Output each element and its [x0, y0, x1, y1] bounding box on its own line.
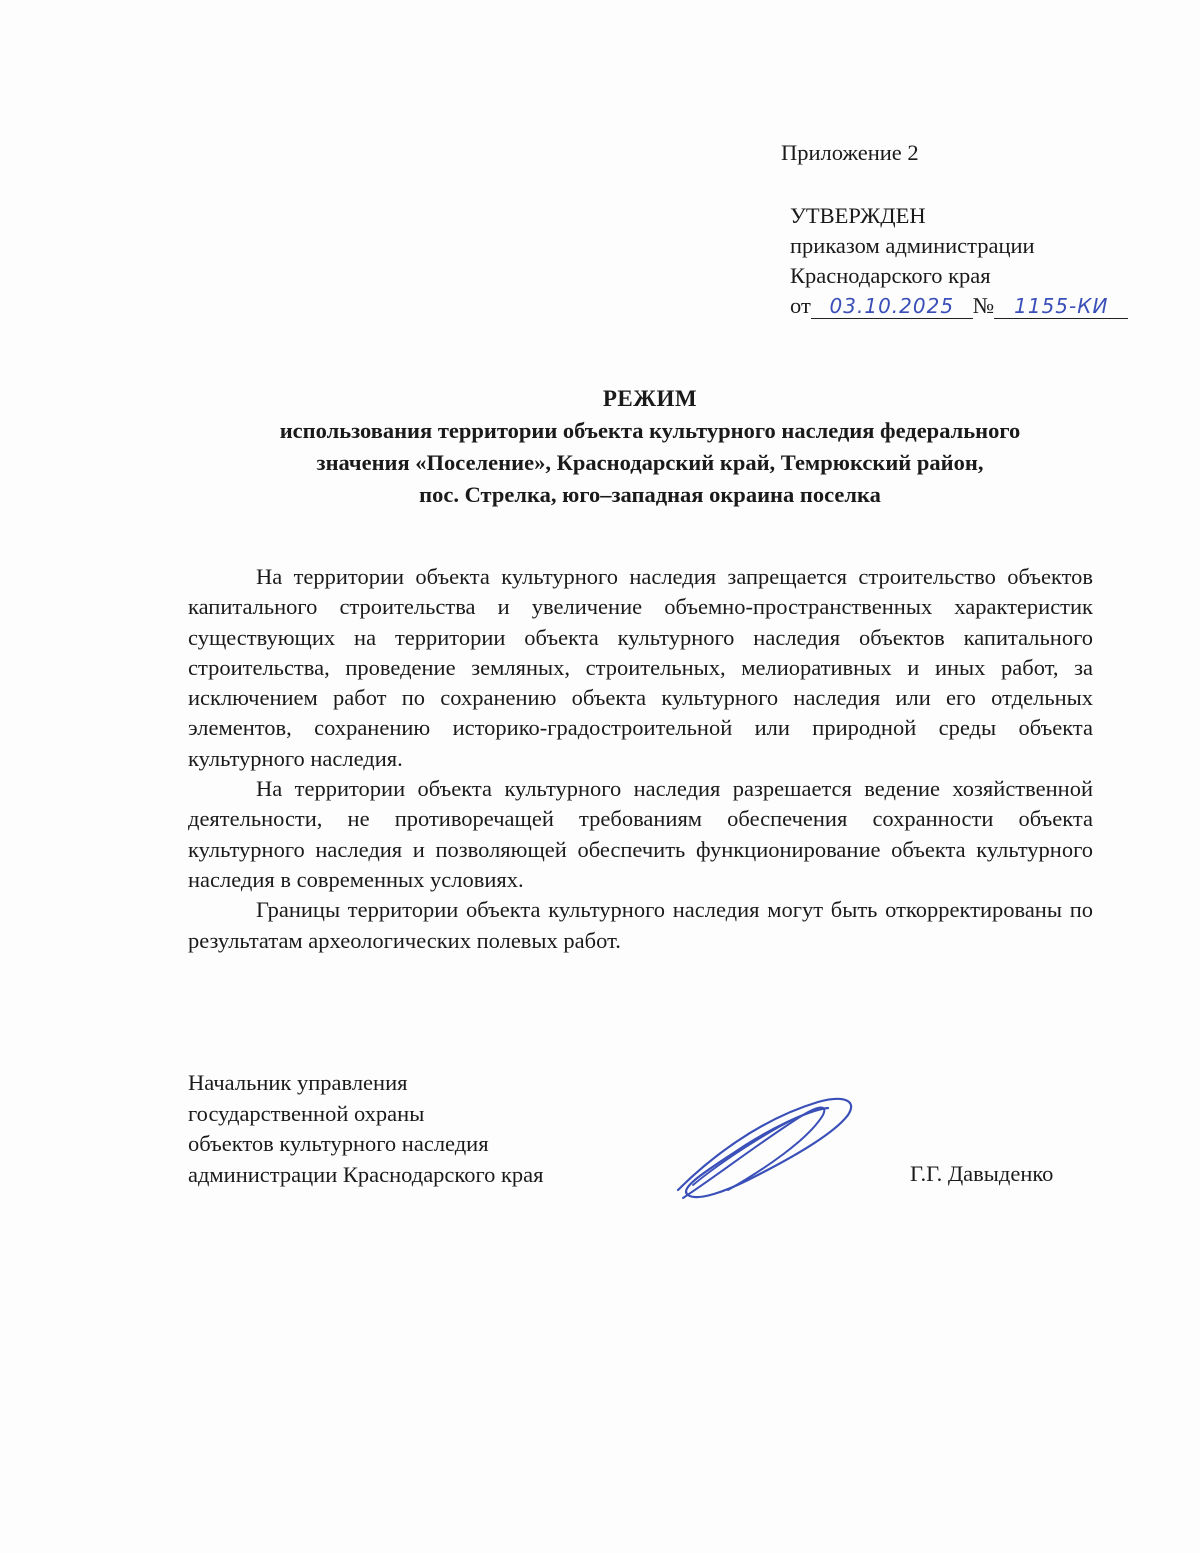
approved-by-line-2: Краснодарского края [790, 263, 991, 288]
order-date-field [811, 294, 973, 319]
approved-word: УТВЕРЖДЕН [790, 203, 926, 228]
order-date-value: 03.10.2025 [829, 294, 955, 318]
signer-position-line-4: администрации Краснодарского края [188, 1161, 544, 1187]
body-paragraph-2: На территории объекта культурного наследия разрешается ведение хозяйственной деятельности, не противоречащей требованиям обеспечения сохранности объекта культурного наследия и позволяющей обеспечить функционирование объекта культурного наследия в современных условиях. [188, 776, 1093, 892]
body-paragraph-3: Границы территории объекта культурного наследия могут быть откорректированы по результатам археологических полевых работ. [188, 897, 1093, 953]
document-subtitle-line-2: значения «Поселение», Краснодарский край, Темрюкский район, [316, 450, 984, 475]
document-subtitle-line-3: пос. Стрелка, юго–западная окраина поселка [419, 482, 881, 507]
handwritten-signature [668, 1090, 868, 1210]
document-title-block [150, 383, 1150, 511]
appendix-label: Приложение 2 [781, 140, 919, 165]
number-sign: № [972, 293, 995, 318]
signer-position-block [188, 1068, 544, 1190]
signer-position-line-3: объектов культурного наследия [188, 1131, 489, 1156]
approval-stamp-block [790, 201, 1128, 321]
signer-position-line-2: государственной охраны [188, 1100, 425, 1126]
document-body [188, 562, 1093, 956]
order-number-value: 1155-КИ [1014, 294, 1109, 318]
signer-position-line-1: Начальник управления [188, 1070, 408, 1095]
document-subtitle-line-1: использования территории объекта культурного наследия федерального [279, 418, 1021, 443]
document-title: РЕЖИМ [602, 386, 698, 411]
signer-name: Г.Г. Давыденко [910, 1161, 1054, 1186]
date-prefix: от [790, 293, 811, 318]
approved-by-line-1: приказом администрации [790, 233, 1035, 258]
body-paragraph-1: На территории объекта культурного наследия запрещается строительство объектов капитального строительства и увеличение объемно-пространственных характеристик существующих на территории объекта культурного наследия объектов капитального строительства, проведение земляных, строительных, мелиоративных и иных работ, за исключением работ по сохранению объекта культурного наследия или его отдельных элементов, сохранению историко-градостроительной или природной среды объекта культурного наследия. [188, 564, 1093, 771]
order-number-field [994, 294, 1128, 319]
order-date-number-line [790, 291, 1128, 321]
